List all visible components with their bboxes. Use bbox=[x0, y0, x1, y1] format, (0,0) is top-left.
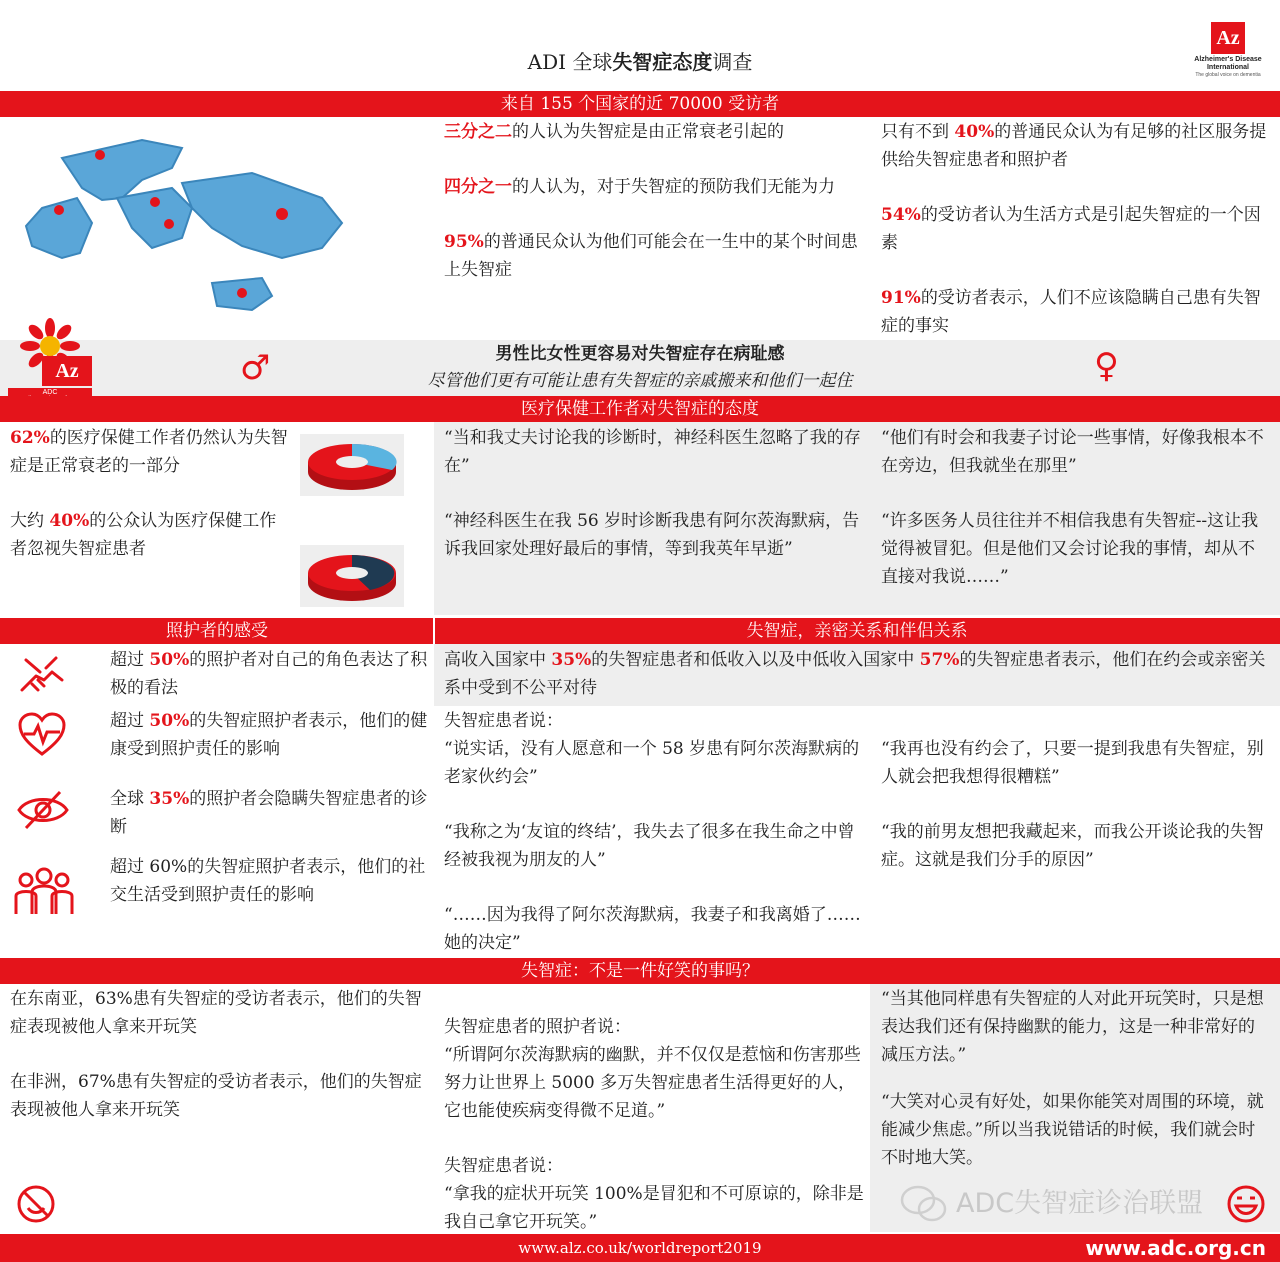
quote: “我的前男友想把我藏起来，而我公开谈论我的失智症。这就是我们分手的原因” bbox=[881, 822, 1264, 870]
wechat-icon bbox=[900, 1184, 948, 1224]
quote: “……因为我得了阿尔茨海默病，我妻子和我离婚了……她的决定” bbox=[444, 905, 861, 953]
quote: “他们有时会和我妻子讨论一些事情，好像我根本不在旁边，但我就坐在那里” bbox=[881, 428, 1264, 476]
no-laughing-icon bbox=[16, 1184, 56, 1224]
stigma-subline: 尽管他们更有可能让患有失智症的亲戚搬来和他们一起住 bbox=[427, 371, 853, 391]
world-map-icon bbox=[22, 128, 352, 328]
quote: “许多医务人员往往并不相信我患有失智症--这让我觉得被冒犯。但是他们又会讨论我的事情，却从不直接对我说……” bbox=[881, 511, 1259, 587]
joke-quotes-right bbox=[881, 985, 1271, 1172]
relations-stat: 高收入国家中 35%的失智症患者和低收入以及中低收入国家中 57%的失智症患者表示，他们在约会或亲密关系中受到不公平对待 bbox=[444, 650, 1266, 698]
stat-item: 91%的受访者表示，人们不应该隐瞒自己患有失智症的事实 bbox=[881, 288, 1261, 336]
quote: “我称之为‘友谊的终结’，我失去了很多在我生命之中曾经被我视为朋友的人” bbox=[444, 822, 855, 870]
banner-divider bbox=[433, 618, 435, 644]
quote: “神经科医生在我 56 岁时诊断我患有阿尔茨海默病，告诉我回家处理好最后的事情，等到我英年早逝” bbox=[444, 511, 860, 559]
joke-stat: 在东南亚，63%患有失智症的受访者表示，他们的失智症表现被他人拿来开玩笑 bbox=[10, 989, 422, 1037]
quote: “说实话，没有人愿意和一个 58 岁患有阿尔茨海默病的老家伙约会” bbox=[444, 739, 860, 787]
adi-logo: Az Alzheimer's Disease International The global voice on dementia bbox=[1182, 22, 1274, 86]
stigma-headline: 男性比女性更容易对失智症存在病耻感 bbox=[495, 344, 785, 364]
quote: “我再也没有约会了，只要一提到我患有失智症，别人就会把我想得很糟糕” bbox=[881, 739, 1264, 787]
patients-say-label: 失智症患者说： bbox=[444, 711, 563, 731]
male-symbol-icon: ♂ bbox=[240, 348, 271, 388]
banner-joke: 失智症：不是一件好笑的事吗？ bbox=[0, 958, 1280, 984]
banner-respondents: 来自 155 个国家的近 70000 受访者 bbox=[0, 91, 1280, 117]
quote: “当和我丈夫讨论我的诊断时，神经科医生忽略了我的存在” bbox=[444, 428, 861, 476]
carer-stats bbox=[110, 646, 430, 909]
patients-quote: “拿我的症状开玩笑 100%是冒犯和不可原谅的，除非是我自己拿它开玩笑。” bbox=[444, 1184, 864, 1232]
hcw-stat: 62%的医疗保健工作者仍然认为失智症是正常衰老的一部分 bbox=[10, 428, 288, 476]
laughing-face-icon bbox=[1226, 1184, 1266, 1224]
stat-item: 四分之一的人认为，对于失智症的预防我们无能为力 bbox=[444, 177, 835, 197]
hcw-stat: 大约 40%的公众认为医疗保健工作者忽视失智症患者 bbox=[10, 511, 277, 559]
watermark-text: ADC失智症诊治联盟 bbox=[956, 1188, 1204, 1219]
carer-stat: 超过 50%的照护者对自己的角色表达了积极的看法 bbox=[110, 650, 428, 698]
stats-column-middle bbox=[444, 118, 864, 284]
adc-logo: Az ADC bbox=[8, 318, 92, 422]
stat-item: 54%的受访者认为生活方式是引起失智症的一个因素 bbox=[881, 205, 1261, 253]
banner-healthcare: 医疗保健工作者对失智症的态度 bbox=[0, 396, 1280, 422]
footer-url-right[interactable]: www.adc.org.cn bbox=[1085, 1236, 1266, 1260]
handshake-icon bbox=[16, 650, 68, 698]
female-symbol-icon: ♀ bbox=[1094, 346, 1119, 386]
relations-quotes-right bbox=[881, 735, 1271, 874]
stat-item: 三分之二的人认为失智症是由正常衰老引起的 bbox=[444, 122, 784, 142]
heart-pulse-icon bbox=[16, 710, 68, 760]
banner-relations: 失智症，亲密关系和伴侣关系 bbox=[746, 621, 968, 641]
relations-quotes-middle bbox=[444, 735, 864, 957]
stats-column-right bbox=[881, 118, 1271, 340]
joke-stat: 在非洲，67%患有失智症的受访者表示，他们的失智症表现被他人拿来开玩笑 bbox=[10, 1072, 422, 1120]
page-title: ADI 全球失智症态度调查 bbox=[527, 50, 753, 74]
banner-carers: 照护者的感受 bbox=[166, 621, 268, 641]
eye-slash-icon bbox=[16, 788, 70, 832]
joke-patients-say-label: 失智症患者说： bbox=[444, 1156, 563, 1176]
carers-quote: “所谓阿尔茨海默病的幽默，并不仅仅是惹恼和伤害那些努力让世界上 5000 多万失智症患者生活得更好的人，它也能使疾病变得微不足道。” bbox=[444, 1045, 861, 1121]
carers-say-label: 失智症患者的照护者说： bbox=[444, 1017, 631, 1037]
quote: “当其他同样患有失智症的人对此开玩笑时，只是想表达我们还有保持幽默的能力，这是一种非常好的减压方法。” bbox=[881, 989, 1264, 1065]
donut-chart-62 bbox=[300, 434, 404, 496]
donut-chart-40 bbox=[300, 545, 404, 607]
joke-stats-left bbox=[10, 985, 430, 1124]
quote: “大笑对心灵有好处，如果你能笑对周围的环境，就能减少焦虑。”所以当我说错话的时候，我们就会时不时地大笑。 bbox=[881, 1092, 1264, 1168]
stat-item: 95%的普通民众认为他们可能会在一生中的某个时间患上失智症 bbox=[444, 232, 858, 280]
carer-stat: 全球 35%的照护者会隐瞒失智症患者的诊断 bbox=[110, 789, 428, 837]
carer-stat: 超过 60%的失智症照护者表示，他们的社交生活受到照护责任的影响 bbox=[110, 857, 426, 905]
hcw-quotes-right bbox=[881, 424, 1271, 591]
hcw-quotes-middle bbox=[444, 424, 864, 563]
footer-url-left[interactable]: www.alz.co.uk/worldreport2019 bbox=[518, 1239, 762, 1257]
carer-stat: 超过 50%的失智症照护者表示，他们的健康受到照护责任的影响 bbox=[110, 711, 428, 759]
stat-item: 只有不到 40%的普通民众认为有足够的社区服务提供给失智症患者和照护者 bbox=[881, 122, 1267, 170]
group-icon bbox=[12, 866, 76, 916]
